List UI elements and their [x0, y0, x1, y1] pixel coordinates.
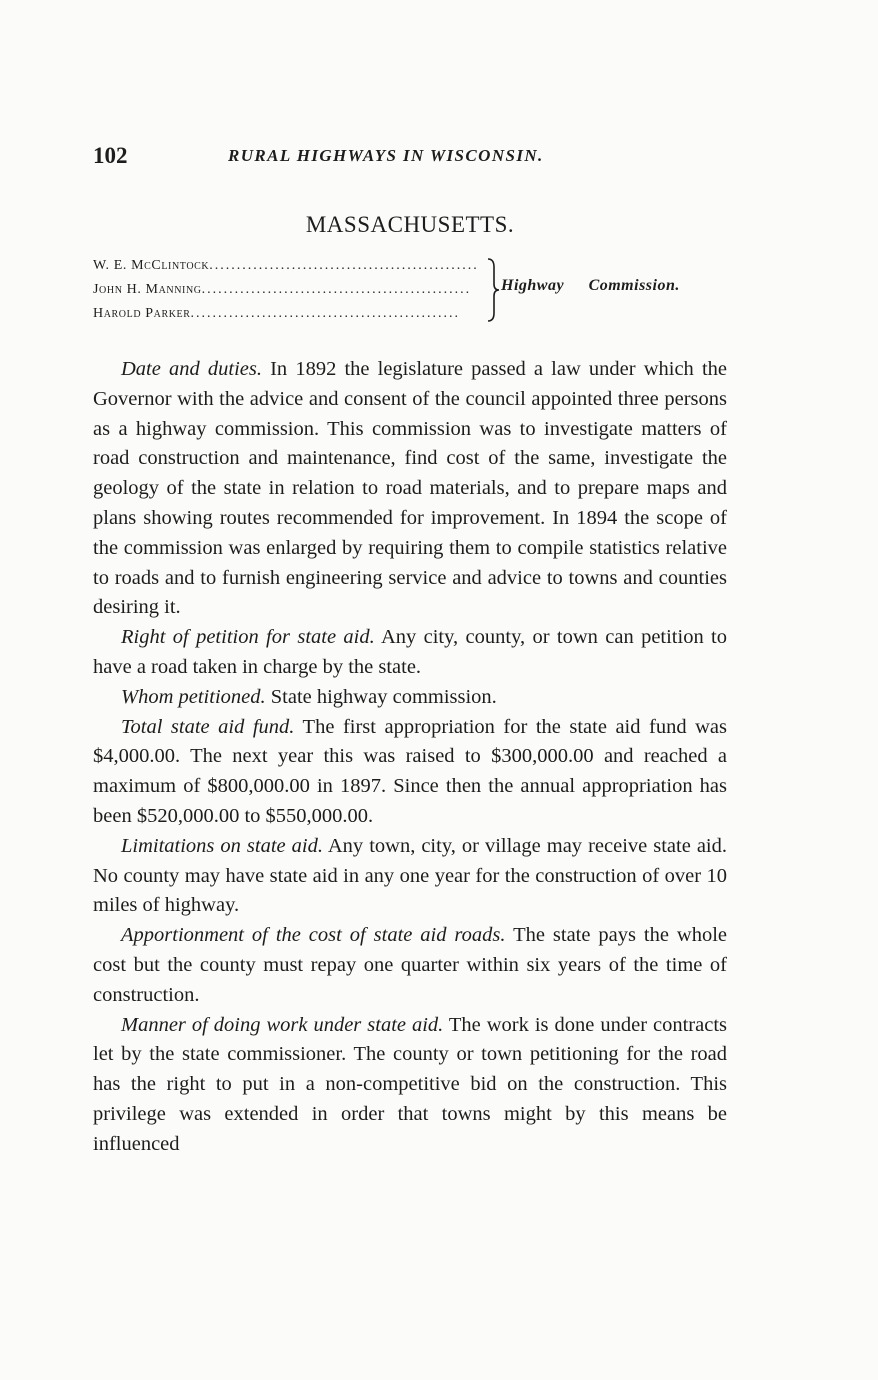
member-name: W. E. McClintock [93, 258, 210, 273]
paragraph-text: The state pays the whole cost but the county must repay one quarter within six years of the time of construction. [93, 924, 727, 1006]
paragraph-apportionment [93, 921, 727, 1010]
commission-member [93, 303, 483, 325]
commission-label: Highway Commission. [501, 277, 680, 294]
paragraph-whom-petitioned [93, 683, 727, 713]
paragraph-text: The first appropriation for the state aid fund was $4,000.00. The next year this was raised to $300,000.00 and reached a maximum of $800,000.00 in 1897. Since then the annual appropriation has been $520,000.00 to $550,000.00. [93, 715, 727, 827]
page-number: 102 [93, 143, 128, 168]
paragraph-heading: Date and duties. [121, 358, 262, 380]
leader-dots: ................................................. [209, 258, 479, 273]
paragraph-manner-of-work [93, 1011, 727, 1160]
commission-roster [93, 255, 733, 327]
page-header [93, 143, 733, 173]
paragraph-text: Any town, city, or village may receive state aid. No county may have state aid in any one year for the construction of over 10 miles of highway. [93, 834, 727, 917]
leader-dots: ................................................. [201, 282, 472, 297]
body-text [93, 355, 727, 1160]
leader-dots: ................................................. [190, 306, 461, 321]
paragraph-heading: Manner of doing work under state aid. [121, 1013, 444, 1036]
paragraph-right-of-petition [93, 623, 727, 683]
paragraph-heading: Limitations on state aid. [121, 834, 323, 857]
paragraph-date-and-duties [93, 355, 727, 623]
section-title: MASSACHUSETTS. [305, 212, 515, 237]
paragraph-total-state-aid-fund [93, 713, 727, 832]
paragraph-text: The work is done under contracts let by the state commissioner. The county or town petitioning for the road has the right to put in a non-competitive bid on the construction. This privilege was extended in order that towns might by this means be influenced [93, 1013, 727, 1155]
paragraph-text: Any city, county, or town can petition to have a road taken in charge by the state. [93, 626, 728, 678]
running-head: RURAL HIGHWAYS IN WISCONSIN. [228, 146, 544, 165]
commission-member [93, 255, 483, 277]
brace-icon [486, 257, 500, 323]
paragraph-limitations [93, 832, 727, 921]
member-name: Harold Parker [93, 306, 191, 321]
commission-member [93, 279, 483, 301]
paragraph-text: State highway commission. [265, 685, 497, 708]
paragraph-heading: Total state aid fund. [121, 715, 295, 738]
paragraph-heading: Whom petitioned. [121, 685, 266, 708]
paragraph-text: In 1892 the legislature passed a law under which the Governor with the advice and consent of the council appointed three persons as a highway commission. This commission was to investigate matters of road construction and maintenance, find cost of the same, investigate the geology of the state in relation to road materials, and to prepare maps and plans showing routes recommended for improvement. In 1894 the scope of the commission was enlarged by requiring them to compile statistics relative to roads and to furnish engineering service and advice to towns and counties desiring it. [93, 358, 727, 619]
paragraph-heading: Apportionment of the cost of state aid roads. [121, 924, 506, 947]
member-name: John H. Manning [93, 282, 202, 297]
paragraph-heading: Right of petition for state aid. [121, 626, 375, 649]
